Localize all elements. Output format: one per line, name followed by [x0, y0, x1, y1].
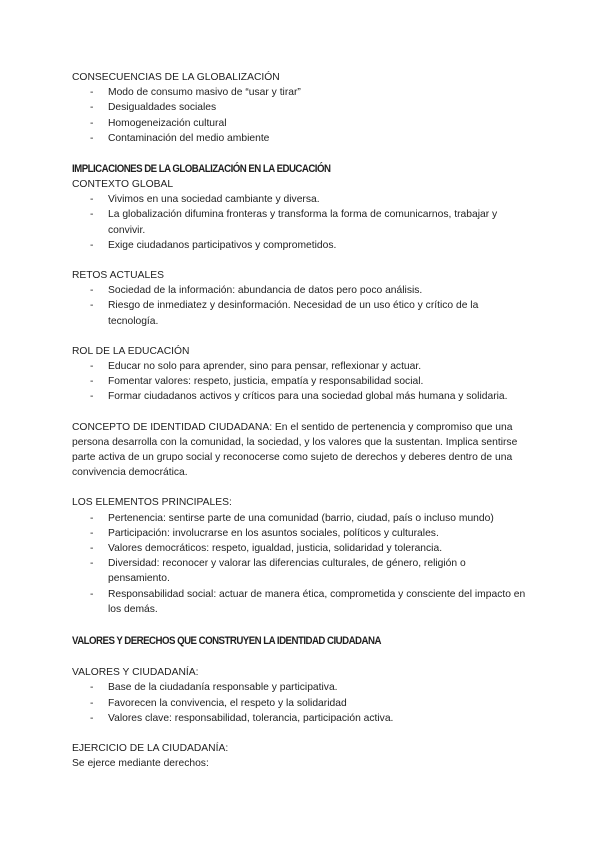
list-item: - Formar ciudadanos activos y críticos para una sociedad global más humana y solidaria.	[72, 389, 528, 404]
list-item: - Riesgo de inmediatez y desinformación. Necesidad de un uso ético y crítico de la tecnología.	[72, 298, 528, 328]
ejercicio-heading: EJERCICIO DE LA CIUDADANÍA:	[72, 742, 229, 754]
list-item: - Responsabilidad social: actuar de manera ética, comprometida y consciente del impacto en los demás.	[72, 587, 528, 617]
valores-ciudadania-heading: VALORES Y CIUDADANÍA:	[72, 667, 199, 679]
consecuencias-heading: CONSECUENCIAS DE LA GLOBALIZACIÓN	[72, 72, 280, 83]
list-item: - Modo de consumo masivo de “usar y tirar”	[72, 85, 528, 100]
list-item: - Participación: involucrarse en los asuntos sociales, políticos y culturales.	[72, 526, 528, 541]
elementos-heading: LOS ELEMENTOS PRINCIPALES:	[72, 497, 232, 509]
list-item: - Vivimos en una sociedad cambiante y diversa.	[72, 192, 528, 207]
list-item: - Desigualdades sociales	[72, 100, 528, 115]
contexto-list	[72, 192, 528, 253]
rol-heading: ROL DE LA EDUCACIÓN	[72, 345, 190, 357]
list-item: - Homogeneización cultural	[72, 116, 528, 131]
valores-heading: VALORES Y DERECHOS QUE CONSTRUYEN LA IDENTIDAD CIUDADANA	[72, 635, 381, 648]
list-item: - Pertenencia: sentirse parte de una comunidad (barrio, ciudad, país o incluso mundo)	[72, 511, 528, 526]
list-item: - La globalización difumina fronteras y transforma la forma de comunicarnos, trabajar y convivir.	[72, 207, 528, 237]
list-item: - Base de la ciudadanía responsable y participativa.	[72, 680, 528, 695]
retos-list	[72, 283, 528, 329]
list-item: - Sociedad de la información: abundancia de datos pero poco análisis.	[72, 283, 528, 298]
consecuencias-list	[72, 85, 528, 146]
elementos-list	[72, 511, 528, 617]
list-item: - Favorecen la convivencia, el respeto y la solidaridad	[72, 696, 528, 711]
concepto-paragraph: CONCEPTO DE IDENTIDAD CIUDADANA: En el sentido de pertenencia y compromiso que una persona desarrolla con la comunidad, la sociedad, y los valores que la sustentan. Implica sentirse parte activa de un grupo social y reconocerse como sujeto de derechos y deberes dentro de una convivencia democrática.	[72, 421, 518, 479]
retos-heading: RETOS ACTUALES	[72, 270, 164, 282]
implicaciones-heading: IMPLICACIONES DE LA GLOBALIZACIÓN EN LA EDUCACIÓN	[72, 163, 331, 176]
list-item: - Valores democráticos: respeto, igualdad, justicia, solidaridad y tolerancia.	[72, 541, 528, 556]
valores-ciudadania-list	[72, 680, 528, 726]
list-item: - Contaminación del medio ambiente	[72, 131, 528, 146]
list-item: - Educar no solo para aprender, sino para pensar, reflexionar y actuar.	[72, 359, 528, 374]
list-item: - Valores clave: responsabilidad, tolerancia, participación activa.	[72, 711, 528, 726]
list-item: - Fomentar valores: respeto, justicia, empatía y responsabilidad social.	[72, 374, 528, 389]
ejercicio-text: Se ejerce mediante derechos:	[72, 758, 209, 770]
document-page	[72, 70, 528, 771]
rol-list	[72, 359, 528, 405]
list-item: - Diversidad: reconocer y valorar las diferencias culturales, de género, religión o pensamiento.	[72, 556, 528, 586]
contexto-heading: CONTEXTO GLOBAL	[72, 179, 174, 191]
list-item: - Exige ciudadanos participativos y comprometidos.	[72, 238, 528, 253]
